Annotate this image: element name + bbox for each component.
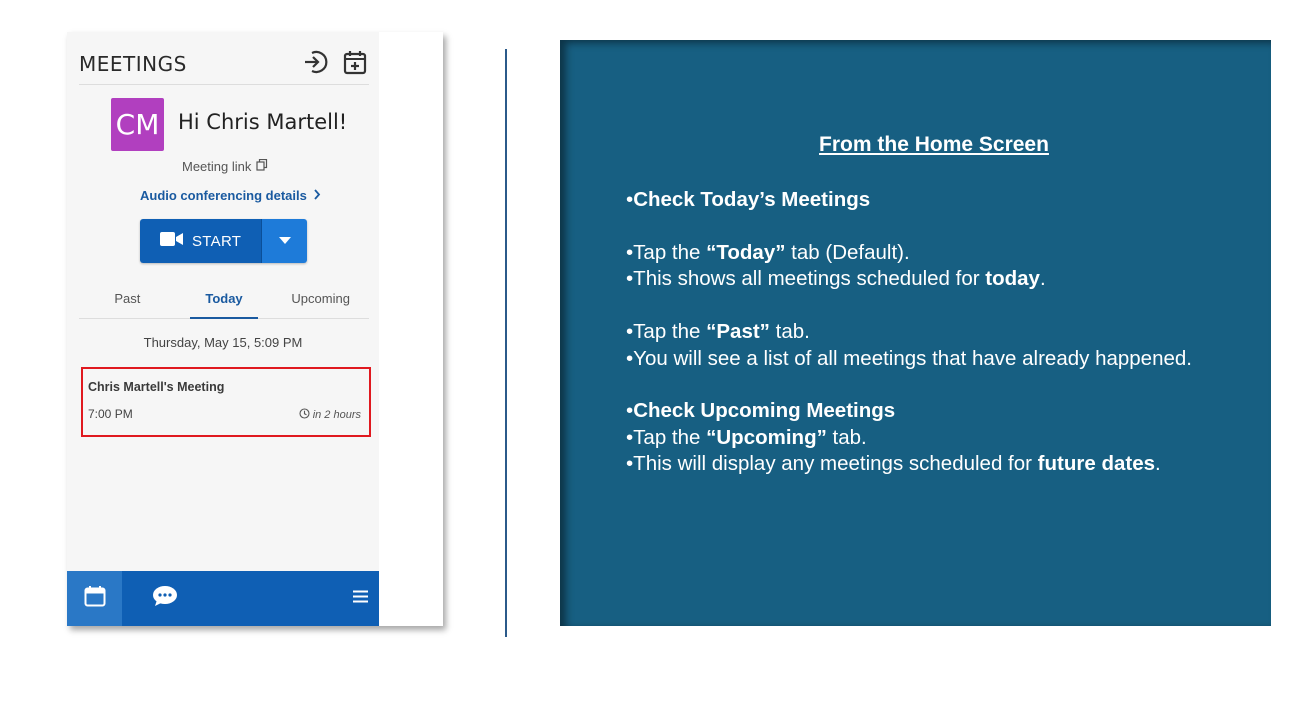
meeting-link[interactable] bbox=[182, 159, 268, 174]
audio-conferencing-label: Audio conferencing details bbox=[140, 188, 307, 203]
join-arrow-icon[interactable] bbox=[301, 48, 329, 76]
instruction-line bbox=[626, 347, 1192, 371]
instruction-line bbox=[626, 399, 895, 423]
tab-past[interactable]: Past bbox=[114, 291, 141, 306]
instruction-segment: . bbox=[1039, 267, 1046, 290]
instruction-segment: tab. bbox=[826, 426, 867, 449]
instruction-segment: tab. bbox=[769, 320, 810, 343]
meeting-list-item[interactable] bbox=[81, 367, 371, 437]
menu-icon bbox=[353, 590, 368, 608]
instruction-segment: Check Today’s Meetings bbox=[633, 188, 871, 211]
vertical-divider bbox=[505, 49, 507, 637]
instruction-segment: • bbox=[626, 399, 634, 422]
tab-upcoming[interactable]: Upcoming bbox=[291, 291, 350, 306]
meeting-relative-time bbox=[299, 408, 361, 422]
start-button-label: START bbox=[191, 232, 242, 250]
instruction-segment: •This shows all meetings scheduled for bbox=[626, 267, 986, 290]
page-title: MEETINGS bbox=[79, 52, 187, 76]
instruction-line bbox=[626, 188, 870, 212]
tab-today[interactable]: Today bbox=[176, 284, 273, 318]
nav-menu-button[interactable] bbox=[343, 571, 377, 626]
instruction-segment: tab (Default). bbox=[785, 241, 910, 264]
instruction-segment: today bbox=[985, 267, 1040, 290]
nav-calendar-tab[interactable] bbox=[67, 571, 122, 626]
instruction-segment: •Tap the bbox=[626, 426, 707, 449]
instruction-segment: . bbox=[1155, 452, 1161, 475]
start-options-dropdown[interactable] bbox=[261, 219, 307, 263]
instruction-segment: •You will see a list of all meetings that have already happened. bbox=[626, 347, 1192, 370]
relative-time-text: in 2 hours bbox=[312, 409, 361, 421]
copy-icon[interactable] bbox=[256, 159, 268, 174]
instruction-heading: From the Home Screen bbox=[819, 133, 1049, 156]
instruction-line bbox=[626, 426, 867, 450]
chevron-right-icon bbox=[313, 188, 321, 203]
instruction-segment: • bbox=[626, 188, 634, 211]
instruction-segment: •Tap the bbox=[626, 241, 707, 264]
current-date-label: Thursday, May 15, 5:09 PM bbox=[143, 335, 303, 350]
bottom-navigation bbox=[67, 571, 379, 626]
video-camera-icon bbox=[160, 231, 184, 251]
instruction-panel bbox=[560, 40, 1271, 626]
chat-icon bbox=[152, 585, 178, 612]
avatar: CM bbox=[111, 98, 164, 151]
meeting-title: Chris Martell's Meeting bbox=[88, 380, 225, 394]
meetings-app bbox=[67, 32, 379, 626]
meeting-tabs bbox=[79, 284, 369, 319]
instruction-segment: “Today” bbox=[706, 241, 786, 264]
instruction-segment: Check Upcoming Meetings bbox=[633, 399, 896, 422]
start-button[interactable] bbox=[140, 219, 261, 263]
nav-chat-tab[interactable] bbox=[137, 571, 192, 626]
instruction-line bbox=[626, 241, 910, 265]
calendar-plus-icon[interactable] bbox=[341, 48, 369, 76]
instruction-segment: “Past” bbox=[706, 320, 770, 343]
instruction-line bbox=[626, 320, 810, 344]
instruction-line bbox=[626, 267, 1046, 291]
instruction-line bbox=[626, 452, 1161, 476]
instruction-segment: •Tap the bbox=[626, 320, 707, 343]
greeting-text: Hi Chris Martell! bbox=[178, 110, 348, 134]
phone-screenshot bbox=[67, 32, 443, 626]
caret-down-icon bbox=[279, 232, 291, 250]
meeting-link-label: Meeting link bbox=[182, 159, 252, 174]
calendar-icon bbox=[84, 585, 106, 612]
app-header bbox=[79, 42, 369, 85]
audio-conferencing-link[interactable] bbox=[140, 188, 321, 203]
instruction-segment: •This will display any meetings scheduled for bbox=[626, 452, 1038, 475]
clock-icon bbox=[299, 408, 310, 422]
meeting-time: 7:00 PM bbox=[88, 407, 133, 421]
instruction-segment: “Upcoming” bbox=[706, 426, 827, 449]
start-button-group bbox=[140, 219, 307, 263]
instruction-segment: future dates bbox=[1037, 452, 1155, 475]
